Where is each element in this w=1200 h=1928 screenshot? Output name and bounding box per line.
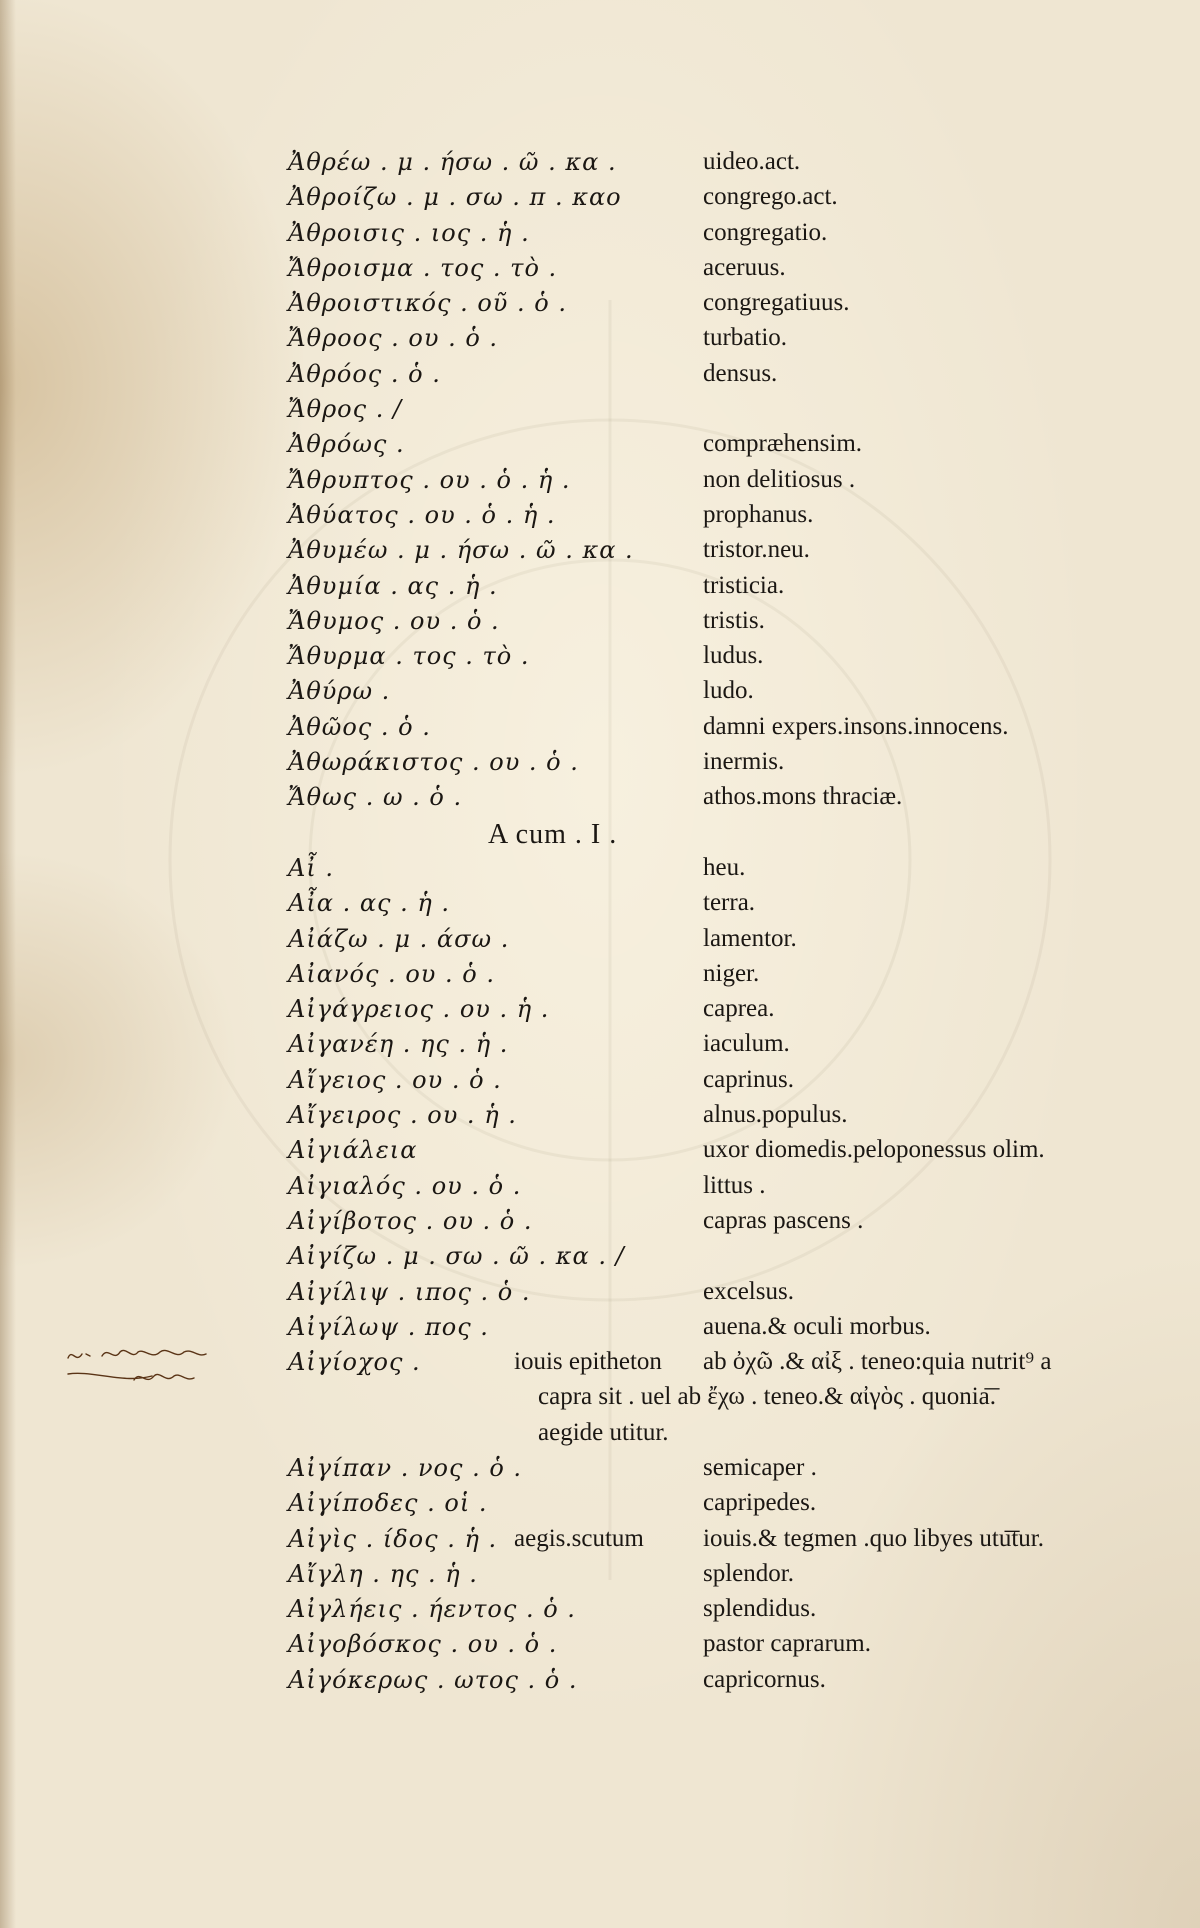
entry-row: [0, 1489, 1200, 1524]
greek-headword: Ἄθυρμα . τος . τὸ .: [288, 642, 530, 671]
greek-headword: Αἰγλήεις . ήεντος . ὁ .: [288, 1595, 576, 1624]
greek-headword: Ἄθρος . /: [288, 395, 403, 424]
latin-gloss: tristis.: [703, 606, 765, 634]
latin-gloss: niger.: [703, 959, 760, 987]
entry-row: [0, 395, 1200, 430]
entry-row: [0, 254, 1200, 289]
entry-row: [0, 466, 1200, 501]
latin-gloss: prophanus.: [703, 500, 814, 528]
entry-row: [0, 642, 1200, 677]
entry-row: [0, 1066, 1200, 1101]
entry-row: [0, 324, 1200, 359]
latin-gloss: terra.: [703, 889, 756, 917]
latin-gloss: inermis.: [703, 748, 785, 776]
gloss-continuation: capra sit . uel ab ἔχω . teneo.& αἰγὸς . quonia͞.: [538, 1383, 997, 1411]
greek-headword: Αἰγίποδες . οἱ .: [288, 1489, 488, 1518]
greek-headword: Αἴγειος . ου . ὁ .: [288, 1065, 502, 1094]
greek-headword: Ἀθροιστικός . οῦ . ὁ .: [288, 289, 567, 318]
entry-row: [0, 289, 1200, 324]
latin-gloss: congregatio.: [703, 218, 828, 246]
latin-gloss: ludus.: [703, 642, 764, 670]
latin-gloss: ludo.: [703, 677, 754, 705]
entry-row: [0, 854, 1200, 889]
entry-row: [0, 183, 1200, 218]
latin-gloss: congrego.act.: [703, 183, 838, 211]
handwritten-marginal-note: [62, 1342, 272, 1392]
greek-headword: Ἀθρόως .: [288, 430, 405, 459]
latin-gloss: semicaper .: [703, 1453, 817, 1481]
greek-headword: Αἰγάγρειος . ου . ἡ .: [288, 995, 550, 1024]
greek-headword: Ἄθως . ω . ὁ .: [288, 783, 463, 812]
latin-gloss: excelsus.: [703, 1277, 794, 1305]
entry-row: [0, 1278, 1200, 1313]
greek-headword: Ἀθρόος . ὁ .: [288, 359, 441, 388]
section-heading-row: [0, 819, 1200, 854]
latin-gloss: capras pascens .: [703, 1206, 864, 1234]
greek-headword: Ἀθῶος . ὁ .: [288, 712, 431, 741]
latin-gloss: tristor.neu.: [703, 536, 810, 564]
latin-gloss: tristicia.: [703, 571, 785, 599]
latin-gloss: uideo.act.: [703, 148, 801, 175]
latin-gloss: alnus.populus.: [703, 1101, 848, 1129]
greek-headword: Αἰάζω . μ . άσω .: [288, 924, 510, 953]
latin-gloss: ab ὀχῶ .& αἰξ . teneo:quia nutrit⁹ a: [703, 1348, 1052, 1376]
entry-row: [0, 572, 1200, 607]
entry-row: [0, 1172, 1200, 1207]
middle-gloss: aegis.scutum: [514, 1524, 644, 1552]
greek-headword: Ἀθροισις . ιος . ἡ .: [288, 218, 530, 247]
latin-gloss: congregatiuus.: [703, 289, 850, 317]
entry-row: [0, 360, 1200, 395]
entry-row: [0, 1560, 1200, 1595]
greek-headword: Ἄθυμος . ου . ὁ .: [288, 606, 500, 635]
latin-gloss: iaculum.: [703, 1030, 790, 1058]
greek-headword: Αἴγλη . ης . ἡ .: [288, 1559, 478, 1588]
greek-headword: Αἰγιάλεια: [288, 1136, 418, 1165]
entry-row: [0, 536, 1200, 571]
entry-row: [0, 1666, 1200, 1701]
greek-headword: Ἀθωράκιστος . ου . ὁ .: [288, 748, 579, 777]
latin-gloss: pastor caprarum.: [703, 1630, 871, 1658]
latin-gloss: caprea.: [703, 995, 775, 1023]
entry-row: [0, 1454, 1200, 1489]
entry-row: [0, 995, 1200, 1030]
greek-headword: Αἰγίλιψ . ιπος . ὁ .: [288, 1277, 531, 1306]
latin-gloss: athos.mons thraciæ.: [703, 783, 903, 811]
latin-gloss: littus .: [703, 1171, 766, 1199]
entry-row: [0, 430, 1200, 465]
entry-row: [0, 501, 1200, 536]
entry-row: [0, 677, 1200, 712]
greek-headword: Ἀθυμέω . μ . ήσω . ῶ . κα .: [288, 536, 634, 565]
entry-row: [0, 607, 1200, 642]
latin-gloss: heu.: [703, 853, 746, 881]
latin-gloss: non delitiosus .: [703, 465, 856, 493]
greek-headword: Αἰγίζω . μ . σω . ῶ . κα . /: [288, 1242, 625, 1271]
gloss-continuation: aegide utitur.: [538, 1418, 669, 1446]
latin-gloss: capripedes.: [703, 1489, 817, 1517]
latin-gloss: aceruus.: [703, 253, 786, 281]
latin-gloss: auena.& oculi morbus.: [703, 1312, 931, 1340]
entry-row: [0, 219, 1200, 254]
entry-row: [0, 783, 1200, 818]
latin-gloss: capricornus.: [703, 1665, 826, 1693]
entry-row: [0, 1630, 1200, 1665]
entry-row: [0, 1242, 1200, 1277]
greek-headword: Ἀθύρω .: [288, 677, 391, 706]
greek-headword: Ἄθροος . ου . ὁ .: [288, 324, 499, 353]
greek-headword: Αἰγίπαν . νος . ὁ .: [288, 1453, 523, 1482]
greek-headword: Αἶ .: [288, 853, 334, 882]
greek-headword: Αἰγίοχος .: [288, 1348, 421, 1377]
entry-row: [0, 889, 1200, 924]
latin-gloss: turbatio.: [703, 324, 788, 352]
greek-headword: Αἰγανέη . ης . ἡ .: [288, 1030, 509, 1059]
latin-gloss: lamentor.: [703, 924, 797, 952]
entry-row: [0, 1525, 1200, 1560]
latin-gloss: densus.: [703, 359, 778, 387]
entry-row: [0, 1207, 1200, 1242]
latin-gloss: compræhensim.: [703, 430, 863, 458]
section-heading: A cum . I .: [488, 818, 618, 850]
entry-row: [0, 748, 1200, 783]
entry-row: [0, 1136, 1200, 1171]
greek-headword: Ἄθροισμα . τος . τὸ .: [288, 253, 558, 282]
greek-headword: Αἰανός . ου . ὁ .: [288, 959, 495, 988]
lexicon-entries: [0, 148, 1200, 1701]
greek-headword: Ἀθροίζω . μ . σω . π . καο: [288, 183, 622, 212]
entry-row: [0, 960, 1200, 995]
greek-headword: Αἴγειρος . ου . ἡ .: [288, 1101, 517, 1130]
greek-headword: Αἰγὶς . ίδος . ἡ .: [288, 1524, 498, 1553]
latin-gloss: uxor diomedis.peloponessus olim.: [703, 1136, 1045, 1164]
greek-headword: Αἰγόκερως . ωτος . ὁ .: [288, 1665, 578, 1694]
greek-headword: Αἰγοβόσκος . ου . ὁ .: [288, 1630, 558, 1659]
greek-headword: Ἀθύατος . ου . ὁ . ἡ .: [288, 500, 556, 529]
entry-row: [0, 925, 1200, 960]
entry-row: [0, 148, 1200, 183]
entry-row: [0, 1595, 1200, 1630]
entry-row: [0, 1030, 1200, 1065]
greek-headword: Αἰγιαλός . ου . ὁ .: [288, 1171, 522, 1200]
greek-headword: Αἶα . ας . ἡ .: [288, 889, 451, 918]
continuation-row: [0, 1419, 1200, 1454]
greek-headword: Ἄθρυπτος . ου . ὁ . ἡ .: [288, 465, 571, 494]
entry-row: [0, 713, 1200, 748]
greek-headword: Ἀθρέω . μ . ήσω . ῶ . κα .: [288, 148, 617, 176]
greek-headword: Αἰγίλωψ . πος .: [288, 1312, 489, 1341]
greek-headword: Ἀθυμία . ας . ἡ .: [288, 571, 498, 600]
latin-gloss: damni expers.insons.innocens.: [703, 712, 1009, 740]
latin-gloss: iouis.& tegmen .quo libyes utu͞tur.: [703, 1524, 1044, 1552]
greek-headword: Αἰγίβοτος . ου . ὁ .: [288, 1206, 533, 1235]
middle-gloss: iouis epitheton: [514, 1348, 662, 1376]
entry-row: [0, 1101, 1200, 1136]
latin-gloss: splendidus.: [703, 1595, 817, 1623]
latin-gloss: caprinus.: [703, 1065, 794, 1093]
latin-gloss: splendor.: [703, 1559, 794, 1587]
